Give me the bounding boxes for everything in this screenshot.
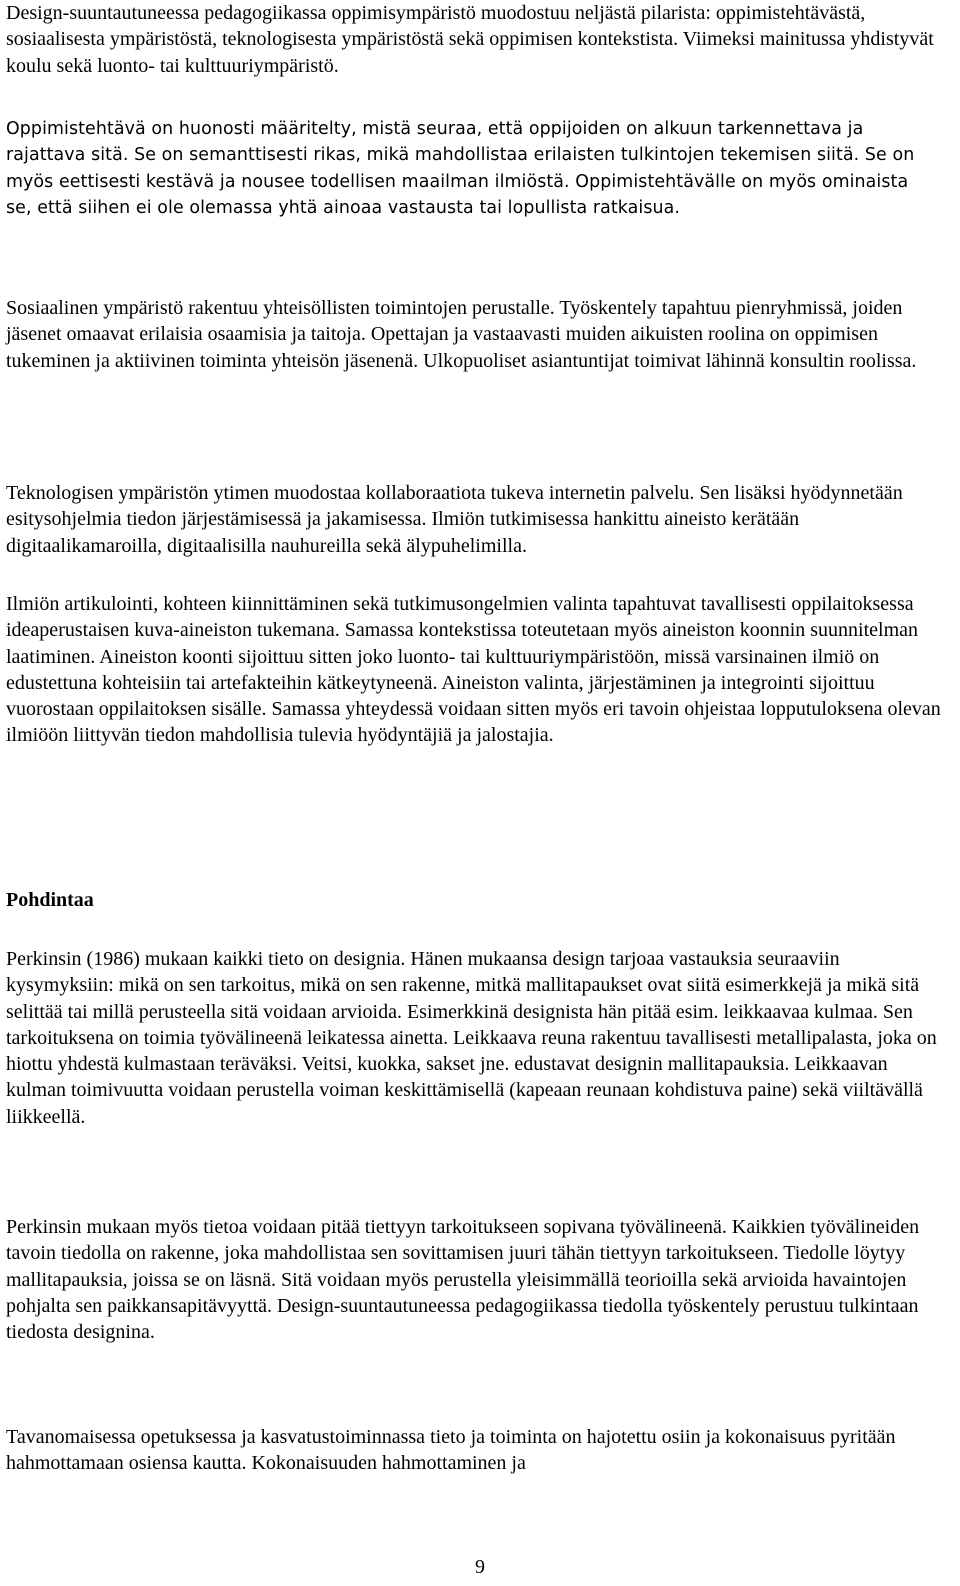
section-heading: Pohdintaa xyxy=(6,889,94,911)
paragraph-perkins-knowledge-tool: Perkinsin mukaan myös tietoa voidaan pitää tiettyyn tarkoitukseen sopivana työvälineenä. Kaikkien työvälineiden tavoin tiedolla on rakenne, joka mahdollistaa sen sovittamisen juuri tähän tiettyyn tarkoitukseen. Tiedolle löytyy mallitapauksia, joissa se on läsnä. Sitä voidaan myös perustella yleisimmällä teorioilla sekä arvioida havaintojen pohjalta sen paikkansapitävyyttä. Design-suuntautuneessa pedagogiikassa tiedolla työskentely perustuu tulkintaan tiedosta designina. xyxy=(6,1216,920,1344)
paragraph-learning-task: Oppimistehtävä on huonosti määritelty, mistä seuraa, että oppijoiden on alkuun tarkennettava ja rajattava sitä. Se on semanttisesti rikas, mikä mahdollistaa erilaisten tulkintojen tekemisen siitä. Se on myös eettisesti kestävä ja nousee todellisen maailman ilmiöstä. Oppimistehtävälle on myös ominaista se, että siihen ei ole olemassa yhtä ainoaa vastausta tai lopullista ratkaisua. xyxy=(6,119,915,218)
paragraph-technological-environment: Teknologisen ympäristön ytimen muodostaa kollaboraatiota tukeva internetin palvelu. Sen lisäksi hyödynnetään esitysohjelmia tiedon järjestämisessä ja jakamisessa. Ilmiön tutkimisessa hankittu aineisto kerätään digitaalikamaroilla, digitaalisilla nauhureilla sekä älypuhelimilla. xyxy=(6,482,903,557)
paragraph-learning-environment-pillars: Design-suuntautuneessa pedagogiikassa oppimisympäristö muodostuu neljästä pilarista: oppimistehtävästä, sosiaalisesta ympäristöstä, teknologisesta ympäristöstä sekä oppimisen kontekstista. Viimeksi mainitussa yhdistyvät koulu sekä luonto- tai kulttuuriympäristö. xyxy=(6,2,934,77)
page-number: 9 xyxy=(475,1556,485,1578)
paragraph-traditional-teaching: Tavanomaisessa opetuksessa ja kasvatustoiminnassa tieto ja toiminta on hajotettu osiin ja kokonaisuus pyritään hahmottamaan osiensa kautta. Kokonaisuuden hahmottaminen ja xyxy=(6,1426,896,1475)
paragraph-perkins-design: Perkinsin (1986) mukaan kaikki tieto on designia. Hänen mukaansa design tarjoaa vastauksia seuraaviin kysymyksiin: mikä on sen tarkoitus, mikä on sen rakenne, mitkä mallitapaukset ovat siitä esimerkkejä ja mikä sitä selittää tai millä perusteella sitä voidaan arvioida. Esimerkkinä designista hän pitää esim. leikkaavaa kulmaa. Sen tarkoituksena on toimia työvälineenä leikatessa ainetta. Leikkaava reuna rakentuu tavallisesti metallipalasta, joka on hiottu yhdestä kulmastaan teräväksi. Veitsi, kuokka, sakset jne. edustavat designin mallitapauksia. Leikkaavan kulman toimivuutta voidaan perustella voiman keskittämisellä (kapeaan reunaan kohdistuva paine) sekä viiltävällä liikkeellä. xyxy=(6,948,937,1128)
paragraph-social-environment: Sosiaalinen ympäristö rakentuu yhteisöllisten toimintojen perustalle. Työskentely tapahtuu pienryhmissä, joiden jäsenet omaavat erilaisia osaamisia ja taitoja. Opettajan ja vastaavasti muiden aikuisten roolina on oppimisen tukeminen ja aktiivinen toiminta yhteisön jäsenenä. Ulkopuoliset asiantuntijat toimivat lähinnä konsultin roolissa. xyxy=(6,297,917,372)
paragraph-phenomenon-articulation: Ilmiön artikulointi, kohteen kiinnittäminen sekä tutkimusongelmien valinta tapahtuvat tavallisesti oppilaitoksessa ideaperustaisen kuva-aineiston tukemana. Samassa kontekstissa toteutetaan myös aineiston koonnin suunnitelman laatiminen. Aineiston koonti sijoittuu sitten joko luonto- tai kulttuuriympäristöön, missä varsinainen ilmiö on edustettuna kohteisiin tai artefakteihin kätkeytyneenä. Aineiston valinta, järjestäminen ja integrointi sijoittuu vuorostaan oppilaitoksen sisälle. Samassa yhteydessä voidaan sitten myös eri tavoin ohjeistaa lopputuloksena olevan ilmiöön liittyvän tiedon mahdollisia tulevia hyödyntäjiä ja jalostajia. xyxy=(6,593,941,747)
